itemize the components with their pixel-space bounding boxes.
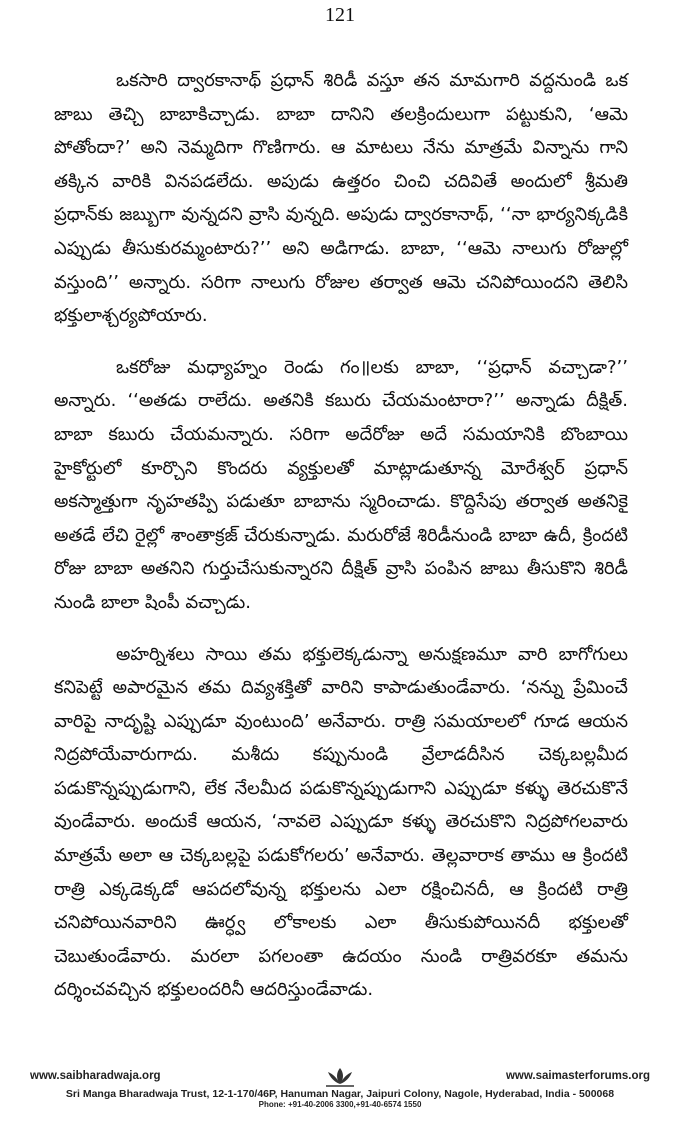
website-link-left[interactable]: www.saibharadwaja.org <box>30 1070 161 1082</box>
paragraph-dwarakanath: ఒకసారి ద్వారకానాథ్ ప్రధాన్ శిరిడీ వస్తూ తన మామగారి వద్దనుండి ఒక జాబు తెచ్చి బాబాకిచ్చాడు. బాబా దానిని తలక్రిందులుగా పట్టుకుని, ‘ఆమె పోతోందా?’ అని నెమ్మదిగా గొణిగారు. ఆ మాటలు నేను మాత్రమే విన్నాను గాని తక్కిన వారికి వినపడలేదు. అపుడు ఉత్తరం చించి చదివితే అందులో శ్రీమతి ప్రధాన్‌కు జబ్బుగా వున్నదని వ్రాసి వున్నది. అపుడు ద్వారకానాథ్, ‘‘నా భార్యనిక్కడికి ఎప్పుడు తీసుకురమ్మంటారు?’’ అని అడిగాడు. బాబా, ‘‘ఆమె నాలుగు రోజుల్లో వస్తుంది’’ అన్నారు. సరిగా నాలుగు రోజుల తర్వాత ఆమె చనిపోయిందని తెలిసి భక్తులాశ్చర్యపోయారు. <box>54 70 628 327</box>
footer-phone: Phone: +91-40-2006 3300,+91-40-6574 1550 <box>258 1100 422 1109</box>
paragraph-pradhan: ఒకరోజు మధ్యాహ్నం రెండు గం॥లకు బాబా, ‘‘ప్రధాన్ వచ్చాడా?’’ అన్నారు. ‘‘అతడు రాలేదు. అతనికి కబురు చేయమంటారా?’’ అన్నాడు దీక్షిత్. బాబా కబురు చేయమన్నారు. సరిగా అదేరోజు అదే సమయానికి బొంబాయి హైకోర్టులో కూర్చొని కొందరు వ్యక్తులతో మాట్లాడుతూన్న మోరేశ్వర్ ప్రధాన్ అకస్మాత్తుగా నృహతప్పి పడుతూ బాబాను స్మరించాడు. కొద్దిసేపు తర్వాత అతనికై అతడే లేచి రైల్లో శాంతాక్రజ్ చేరుకున్నాడు. మరురోజే శిరిడీనుండి బాబా ఉదీ, క్రిందటి రోజు బాబా అతనిని గుర్తుచేసుకున్నారని దీక్షిత్ వ్రాసి పంపిన జాబు తీసుకొని శిరిడీ నుండి బాలా షింపీ వచ్చాడు. <box>54 356 628 613</box>
footer-address: Sri Manga Bharadwaja Trust, 12-1-170/46P, Hanuman Nagar, Jaipuri Colony, Nagole, Hyderabad, India - 500068 <box>65 1088 615 1100</box>
lotus-emblem-icon <box>322 1066 358 1088</box>
page-number: 121 <box>325 4 355 26</box>
page-body <box>54 64 628 1025</box>
website-link-right[interactable]: www.saimasterforums.org <box>505 1070 650 1082</box>
paragraph-devotees: అహర్నిశలు సాయి తమ భక్తులెక్కడున్నా అనుక్షణమూ వారి బాగోగులు కనిపెట్టే అపారమైన తమ దివ్యశక్తితో వారిని కాపాడుతుండేవారు. ‘నన్ను ప్రేమించే వారిపై నాదృష్టి ఎప్పుడూ వుంటుంది’ అనేవారు. రాత్రి సమయాలలో గూడ ఆయన నిద్రపోయేవారుగాదు. మశీదు కప్పునుండి వ్రేలాడదీసిన చెక్కబల్లమీద పడుకొన్నప్పుడుగాని, లేక నేలమీద పడుకొన్నప్పుడుగాని ఎప్పుడూ కళ్ళు తెరచుకొనే వుండేవారు. అందుకే ఆయన, ‘నావలె ఎప్పుడూ కళ్ళు తెరచుకొని నిద్రపోగలవారు మాత్రమే అలా ఆ చెక్కబల్లపై పడుకోగలరు’ అనేవారు. తెల్లవారాక తాము ఆ క్రిందటి రాత్రి ఎక్కడెక్కడో ఆపదలోవున్న భక్తులను ఎలా రక్షించినదీ, ఆ క్రిందటి రాత్రి చనిపోయినవారిని ఊర్ధ్వ లోకాలకు ఎలా తీసుకుపోయినదీ భక్తులతో చెబుతుండేవారు. మరలా పగలంతా ఉదయం నుండి రాత్రివరకూ తమను దర్శించవచ్చిన భక్తులందరినీ ఆదరిస్తుండేవాడు. <box>54 643 628 1001</box>
page-footer <box>30 1066 650 1109</box>
